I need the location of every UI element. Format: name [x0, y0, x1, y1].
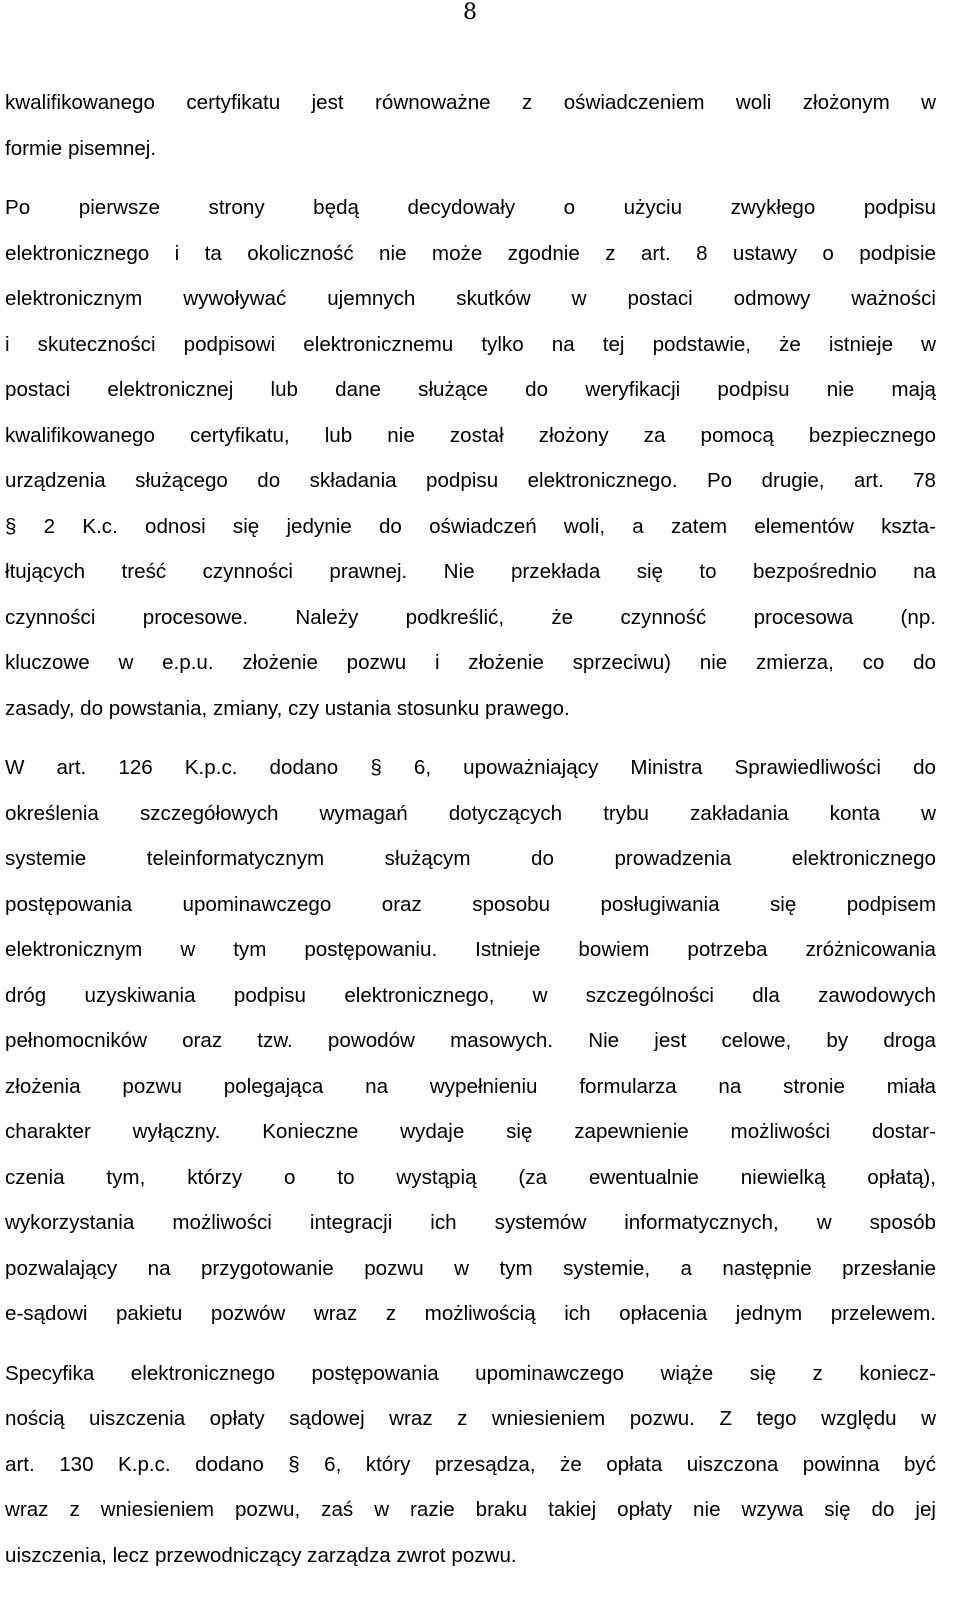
paragraph-gap — [5, 731, 936, 745]
text-line: dróg uzyskiwania podpisu elektronicznego, w szczególności dla zawodowych — [5, 983, 936, 1007]
text-line: uiszczenia, lecz przewodniczący zarządza zwrot pozwu. — [5, 1543, 517, 1567]
text-line: urządzenia służącego do składania podpisu elektronicznego. Po drugie, art. 78 — [5, 469, 936, 492]
text-line: e-sądowi pakietu pozwów wraz z możliwością ich opłacenia jednym przelewem. — [5, 1302, 936, 1325]
document-body — [5, 80, 936, 1578]
text-line: pozwalający na przygotowanie pozwu w tym systemie, a następnie przesłanie — [5, 1256, 936, 1280]
text-line: § 2 K.c. odnosi się jedynie do oświadczeń woli, a zatem elementów kszta- — [5, 514, 936, 538]
text-line: charakter wyłączny. Konieczne wydaje się zapewnienie możliwości dostar- — [5, 1120, 936, 1143]
text-line: czenia tym, którzy o to wystąpią (za ewentualnie niewielką opłatą), — [5, 1165, 936, 1189]
text-line: formie pisemnej. — [5, 136, 157, 160]
text-line: kluczowe w e.p.u. złożenie pozwu i złożenie sprzeciwu) nie zmierza, co do — [5, 651, 936, 674]
text-line: postępowania upominawczego oraz sposobu posługiwania się podpisem — [5, 892, 936, 916]
text-line: kwalifikowanego certyfikatu jest równoważne z oświadczeniem woli złożonym w — [5, 91, 936, 114]
text-line: art. 130 K.p.c. dodano § 6, który przesądza, że opłata uiszczona powinna być — [5, 1452, 936, 1476]
text-line: W art. 126 K.p.c. dodano § 6, upoważniający Ministra Sprawiedliwości do — [5, 756, 936, 779]
text-line: systemie teleinformatycznym służącym do prowadzenia elektronicznego — [5, 847, 936, 870]
text-line: wykorzystania możliwości integracji ich systemów informatycznych, w sposób — [5, 1211, 936, 1234]
paragraph-gap — [5, 171, 936, 185]
text-line: pełnomocników oraz tzw. powodów masowych. Nie jest celowe, by droga — [5, 1029, 936, 1052]
text-line: określenia szczegółowych wymagań dotyczących trybu zakładania konta w — [5, 801, 936, 825]
text-line: wraz z wniesieniem pozwu, zaś w razie braku takiej opłaty nie wzywa się do jej — [5, 1498, 936, 1521]
text-line: zasady, do powstania, zmiany, czy ustania stosunku prawego. — [5, 696, 570, 720]
paragraph-gap — [5, 1337, 936, 1351]
text-line: i skuteczności podpisowi elektronicznemu tylko na tej podstawie, że istnieje w — [5, 332, 936, 356]
text-line: Specyfika elektronicznego postępowania upominawczego wiąże się z koniecz- — [5, 1361, 936, 1385]
text-line: elektronicznym wywoływać ujemnych skutków w postaci odmowy ważności — [5, 287, 936, 310]
page-number: 8 — [463, 0, 477, 25]
text-line: elektronicznym w tym postępowaniu. Istnieje bowiem potrzeba zróżnicowania — [5, 938, 936, 961]
text-line: złożenia pozwu polegająca na wypełnieniu formularza na stronie miała — [5, 1074, 936, 1098]
text-line: czynności procesowe. Należy podkreślić, że czynność procesowa (np. — [5, 605, 936, 629]
text-line: Po pierwsze strony będą decydowały o użyciu zwykłego podpisu — [5, 196, 936, 219]
text-line: elektronicznego i ta okoliczność nie może zgodnie z art. 8 ustawy o podpisie — [5, 241, 936, 265]
text-line: postaci elektronicznej lub dane służące do weryfikacji podpisu nie mają — [5, 378, 936, 401]
text-line: kwalifikowanego certyfikatu, lub nie został złożony za pomocą bezpiecznego — [5, 423, 936, 447]
text-line: łtujących treść czynności prawnej. Nie przekłada się to bezpośrednio na — [5, 560, 936, 583]
text-line: nością uiszczenia opłaty sądowej wraz z wniesieniem pozwu. Z tego względu w — [5, 1407, 936, 1430]
